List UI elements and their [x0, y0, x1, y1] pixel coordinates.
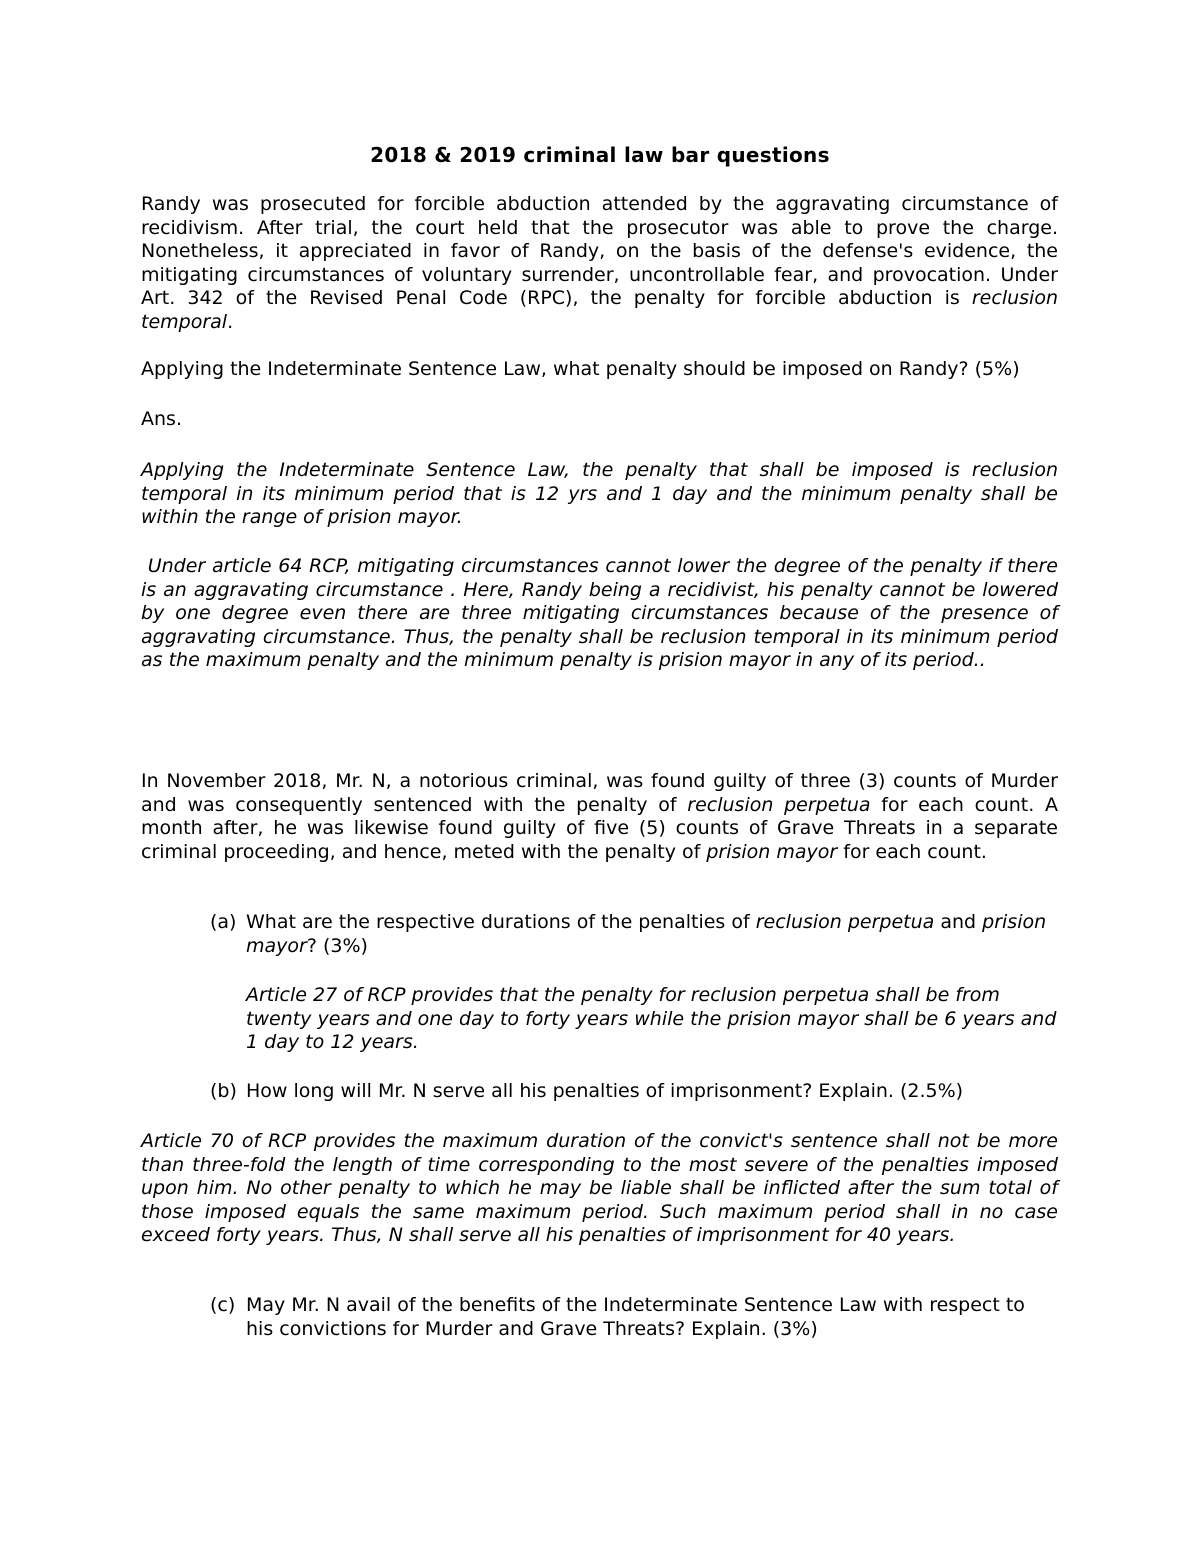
sub-question-a-emphasis-1: reclusion perpetua — [755, 911, 935, 933]
sub-question-a-marker: (a) — [210, 911, 237, 933]
question-1-answer-paragraph-2: Under article 64 RCP, mitigating circumstances cannot lower the degree of the penalty if there is an aggravating circumstance . Here, Randy being a recidivist, his penalty cannot be lowered by one degree even there are three mitigating circumstances because of the presence of aggravating circumstance. Thus, the penalty shall be reclusion temporal in its minimum period as the maximum penalty and the minimum penalty is prision mayor in any of its period.. — [141, 555, 1065, 671]
question-1-answer-paragraph-1: Applying the Indeterminate Sentence Law, the penalty that shall be imposed is reclusion temporal in its minimum period that is 12 yrs and 1 day and the minimum penalty shall be within the range of prision mayor. — [141, 459, 1058, 528]
sub-question-b-text: How long will Mr. N serve all his penalties of imprisonment? Explain. (2.5%) — [246, 1080, 964, 1102]
sub-question-a-answer: Article 27 of RCP provides that the penalty for reclusion perpetua shall be from twenty years and one day to forty years while the prision mayor shall be 6 years and 1 day to 12 years. — [246, 984, 1057, 1053]
sub-question-c — [210, 1294, 1058, 1341]
question-1-facts-text: Randy was prosecuted for forcible abduction attended by the aggravating circumstance of recidivism. After trial, the court held that the prosecutor was able to prove the charge. Nonetheless, it appreciated in favor of Randy, on the basis of the defense's evidence, the mitigating circumstances of voluntary surrender, uncontrollable fear, and provocation. Under Art. 342 of the Revised Penal Code (RPC), the penalty for forcible abduction is — [141, 193, 1058, 309]
sub-question-a-text-3: ? (3%) — [306, 934, 368, 957]
sub-question-b — [210, 1080, 1058, 1104]
sub-question-a-text — [246, 911, 1058, 958]
sub-question-a — [210, 911, 1058, 958]
question-1-facts — [141, 193, 1058, 334]
question-2-facts-text-1: In November 2018, Mr. N, a notorious criminal, was found guilty of three (3) counts of Murder and was consequently sentenced with the penalty of — [141, 770, 1058, 816]
question-1-facts-end: . — [227, 310, 234, 333]
question-2-facts-emphasis-1: reclusion perpetua — [687, 793, 871, 816]
question-2-facts-text-3: for each count. — [837, 840, 987, 863]
sub-question-c-text: May Mr. N avail of the benefits of the Indeterminate Sentence Law with respect to his convictions for Murder and Grave Threats? Explain. (3%) — [246, 1294, 1025, 1340]
question-2-facts-emphasis-2: prision mayor — [706, 840, 838, 863]
sub-question-a-emphasis-2: prision mayor — [246, 911, 1047, 957]
answer-label: Ans. — [141, 408, 182, 430]
sub-question-b-answer: Article 70 of RCP provides the maximum duration of the convict's sentence shall not be more than three-fold the length of time corresponding to the most severe of the penalties imposed upon him. No other penalty to which he may be liable shall be inflicted after the sum total of those imposed equals the same maximum period. Such maximum period shall in no case exceed forty years. Thus, N shall serve all his penalties of imprisonment for 40 years. — [141, 1130, 1058, 1246]
document-title: 2018 & 2019 criminal law bar questions — [370, 143, 830, 167]
sub-question-c-marker: (c) — [210, 1294, 236, 1316]
sub-question-b-marker: (b) — [210, 1080, 237, 1102]
question-1-facts-emphasis: reclusion temporal — [141, 287, 1058, 333]
question-2-facts-text-2: for each count. A month after, he was likewise found guilty of five (5) counts of Grave Threats in a separate criminal proceeding, and hence, meted with the penalty of — [141, 793, 1059, 863]
sub-question-a-text-2: and — [934, 911, 983, 933]
question-1-prompt: Applying the Indeterminate Sentence Law, what penalty should be imposed on Randy? (5%) — [141, 358, 1020, 380]
sub-question-a-text-1: What are the respective durations of the penalties of — [246, 911, 756, 933]
question-2-facts — [141, 770, 1058, 864]
